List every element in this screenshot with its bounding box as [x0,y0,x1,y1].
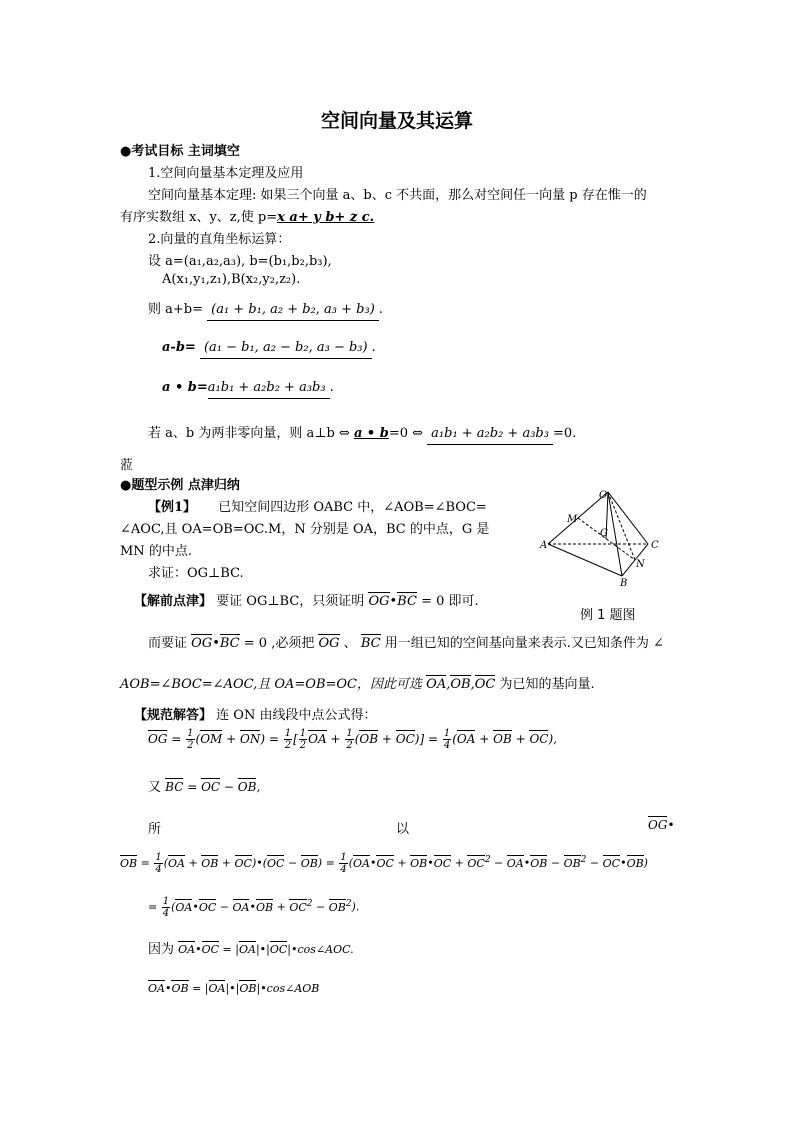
perp-mid2: =0 ⇔ [388,426,424,441]
theorem-line-2 [120,206,374,225]
analysis-text-1: 要证 OG⊥BC，只须证明 [216,594,365,609]
dot-label: a • b= [162,380,208,395]
diff-formula: a-b= (a₁ − b₁, a₂ − b₂, a₃ − b₃) . [162,340,376,359]
label-M: M [567,514,578,525]
edge-OC [608,492,648,544]
equation-bc: 又 BC = OC − OB, [148,780,261,795]
equation-expand-1: OB = $\frac{1}{4}$ (OA + OB + OC)•(OC − OB) = $\frac{1}{4}$ (OA•OC + OB•OC + $OC^2$ − OA•OB − $OB^2$ − OC•OB) [120,852,648,875]
solution-label: 【规范解答】 [134,708,213,723]
equation-expand-2: = $\frac{1}{4}$ (OA•OC − OA•OB + $OC^2 - OB^2$). [148,896,360,919]
label-A: A [540,540,548,551]
perp-formula [148,422,576,445]
theorem-fill-blank: x a+ y b+ z c. [277,210,375,225]
label-G: G [600,528,608,539]
set-line-2: A(x₁,y₁,z₁),B(x₂,y₂,z₂). [162,272,301,287]
analysis-text-1b: = 0 即可. [421,594,479,609]
solution-text: 连 ON 由线段中点公式得： [216,708,377,723]
sum-label: 则 a+b= [148,302,203,317]
section-heading-examples: ●题型示例 点津归纳 [120,478,240,493]
set-line-1: 设 a=(a₁,a₂,a₃), b=(b₁,b₂,b₃), [148,254,332,269]
example-1-text-1: 已知空间四边形 OABC 中，∠AOB=∠BOC= [218,500,487,515]
example-1-label: 【例1】 [148,500,197,515]
dot-formula: a • b=a₁b₁ + a₂b₂ + a₃b₃ . [162,380,334,399]
equation-og-start: OG• [648,818,675,832]
perp-fill: a₁b₁ + a₂b₂ + a₃b₃ [427,426,553,445]
perp-post: =0. [552,426,577,441]
label-O: O [599,490,608,501]
analysis-line-3: AOB=∠BOC=∠AOC,且 OA=OB=OC，因此可选 OA,OB,OC 为已知的基向量. [120,677,595,692]
example-1-line-1 [148,496,487,515]
solution-line [134,704,376,723]
segment-ON [608,492,635,560]
perp-pre: 若 a、b 为两非零向量，则 a⊥b ⇔ [148,426,350,441]
perp-mid: a • b [353,426,389,441]
analysis-text-3b: 为已知的基向量. [499,677,595,692]
analysis-text-2b: = 0 ,必须把 [243,636,315,651]
item-1: 1.空间向量基本定理及应用 [148,166,304,181]
dot-fill: a₁b₁ + a₂b₂ + a₃b₃ [208,380,330,399]
theorem-line-2-pre: 有序实数组 x、y、z,使 p= [120,210,278,225]
word-suo: 所 [148,822,162,837]
analysis-text-3a: AOB=∠BOC=∠AOC,且 OA=OB=OC，因此可选 [120,677,423,692]
sum-formula: 则 a+b= (a₁ + b₁, a₂ + b₂, a₃ + b₃) . [148,298,383,321]
section-heading-goals: ●考试目标 主词填空 [120,144,240,159]
word-yi: 以 [396,822,410,837]
analysis-text-2c: 、 [343,636,357,651]
also-pre: 又 [148,780,162,795]
item-2: 2.向量的直角坐标运算： [148,232,291,247]
analysis-label: 【解前点津】 [134,594,213,609]
equation-oa-ob: OA•OB = |OA|•|OB|•cos∠AOB [148,982,320,995]
tetrahedron-figure [530,484,670,588]
diff-label: a-b= [162,340,196,355]
analysis-text-2a: 而要证 [148,636,188,651]
label-B: B [620,578,628,588]
theorem-line-1: 空间向量基本定理: 如果三个向量 a、b、c 不共面，那么对空间任一向量 p 存在惟一的 [148,188,647,203]
sum-fill: (a₁ + b₁, a₂ + b₂, a₃ + b₃) [207,302,379,321]
figure-caption: 例 1 题图 [580,608,636,623]
analysis-line-2: 而要证 OG•BC = 0 ,必须把 OG 、 BC 用一组已知的空间基向量来表示.又已知条件为 ∠ [148,636,664,651]
edge-AB [548,544,622,576]
equation-og: OG = $\frac{1}{2}$ (OM + ON) = $\frac{1}{2}$ [ $\frac{1}{2}$ OA + $\frac{1}{2}$ (OB + OC)] = $\frac{1}{4}$ (OA + OB + OC), [148,728,557,751]
page-title: 空间向量及其运算 [320,110,473,132]
stray-char: 蒞 [120,458,134,473]
equation-because: 因为 OA•OC = |OA|•|OC|•cos∠AOC. [148,942,354,957]
label-N: N [636,559,645,570]
example-1-line-3: MN 的中点. [120,544,192,559]
analysis-line-1 [134,590,479,609]
edge-OB [608,492,622,576]
diff-fill: (a₁ − b₁, a₂ − b₂, a₃ − b₃) [200,340,372,359]
because-pre: 因为 [148,942,175,957]
prove-statement: 求证：OG⊥BC. [148,566,244,581]
analysis-text-2d: 用一组已知的空间基向量来表示.又已知条件为 ∠ [384,636,664,651]
example-1-line-2: ∠AOC,且 OA=OB=OC.M，N 分别是 OA，BC 的中点，G 是 [120,522,490,537]
vector-og-dot-bc: OG•BC [368,594,417,609]
label-C: C [651,540,659,551]
